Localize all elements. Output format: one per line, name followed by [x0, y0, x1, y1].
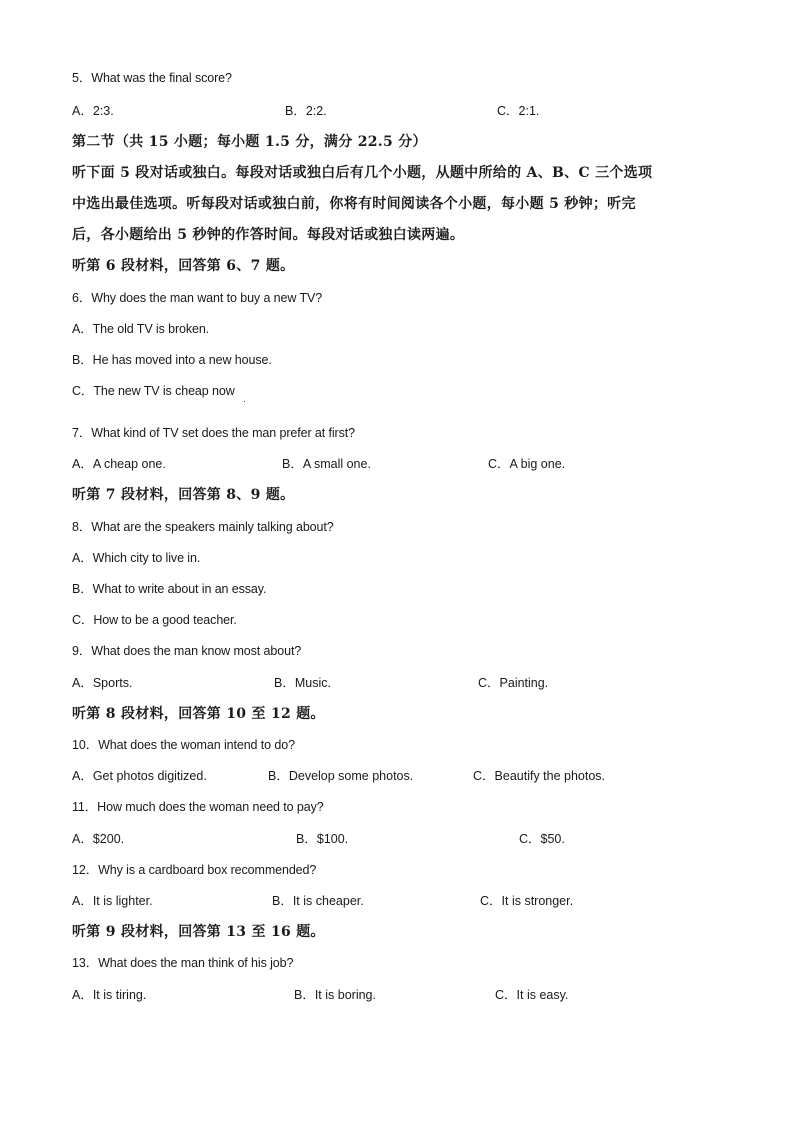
- q12-option-b: B．It is cheaper.: [272, 894, 364, 908]
- q5-option-a: A．2:3.: [72, 104, 114, 118]
- q6-option-b: B．He has moved into a new house.: [72, 353, 272, 367]
- q7-option-c: C．A big one.: [488, 457, 566, 471]
- question-10: 10．What does the woman intend to do?: [72, 738, 295, 752]
- q11-option-c: C．$50.: [519, 832, 565, 846]
- section-2-title: 第二节（共 15 小题；每小题 1.5 分，满分 22.5 分）: [72, 134, 427, 150]
- q7-option-a: A．A cheap one.: [72, 457, 166, 471]
- q12-option-c: C．It is stronger.: [480, 894, 574, 908]
- q9-option-c: C．Painting.: [478, 676, 549, 690]
- question-12: 12．Why is a cardboard box recommended?: [72, 863, 317, 877]
- question-6: 6．Why does the man want to buy a new TV?: [72, 291, 323, 305]
- material-7-heading: 听第 7 段材料，回答第 8、9 题。: [72, 487, 295, 503]
- q11-option-a: A．$200.: [72, 832, 125, 846]
- q13-option-b: B．It is boring.: [294, 988, 376, 1002]
- q6-option-a: A．The old TV is broken.: [72, 322, 210, 336]
- material-6-heading: 听第 6 段材料，回答第 6、7 题。: [72, 258, 295, 274]
- q5-option-b: B．2:2.: [285, 104, 327, 118]
- q10-option-c: C．Beautify the photos.: [473, 769, 606, 783]
- q8-option-b: B．What to write about in an essay.: [72, 582, 267, 596]
- question-13: 13．What does the man think of his job?: [72, 956, 294, 970]
- q7-option-b: B．A small one.: [282, 457, 371, 471]
- q13-option-c: C．It is easy.: [495, 988, 569, 1002]
- q10-option-a: A．Get photos digitized.: [72, 769, 207, 783]
- q8-option-c: C．How to be a good teacher.: [72, 613, 237, 627]
- q10-option-b: B．Develop some photos.: [268, 769, 414, 783]
- question-8: 8．What are the speakers mainly talking about?: [72, 520, 334, 534]
- material-8-heading: 听第 8 段材料，回答第 10 至 12 题。: [72, 706, 325, 722]
- q12-option-a: A．It is lighter.: [72, 894, 153, 908]
- q6-option-c: C．The new TV is cheap now: [72, 384, 235, 398]
- section-2-instructions-line-2: 中选出最佳选项。听每段对话或独白前，你将有时间阅读各个小题，每小题 5 秒钟；听完: [72, 196, 636, 212]
- question-7: 7．What kind of TV set does the man prefer at first?: [72, 426, 355, 440]
- q9-option-b: B．Music.: [274, 676, 331, 690]
- q8-option-a: A．Which city to live in.: [72, 551, 201, 565]
- q5-option-c: C．2:1.: [497, 104, 540, 118]
- q11-option-b: B．$100.: [296, 832, 349, 846]
- question-11: 11．How much does the woman need to pay?: [72, 800, 324, 814]
- q9-option-a: A．Sports.: [72, 676, 133, 690]
- question-9: 9．What does the man know most about?: [72, 644, 302, 658]
- material-9-heading: 听第 9 段材料，回答第 13 至 16 题。: [72, 924, 325, 940]
- question-5: 5．What was the final score?: [72, 71, 232, 85]
- section-2-instructions-line-1: 听下面 5 段对话或独白。每段对话或独白后有几个小题，从题中所给的 A、B、C 三个选项: [72, 165, 653, 181]
- stray-dot: [244, 401, 245, 402]
- q13-option-a: A．It is tiring.: [72, 988, 147, 1002]
- section-2-instructions-line-3: 后，各小题给出 5 秒钟的作答时间。每段对话或独白读两遍。: [72, 227, 465, 243]
